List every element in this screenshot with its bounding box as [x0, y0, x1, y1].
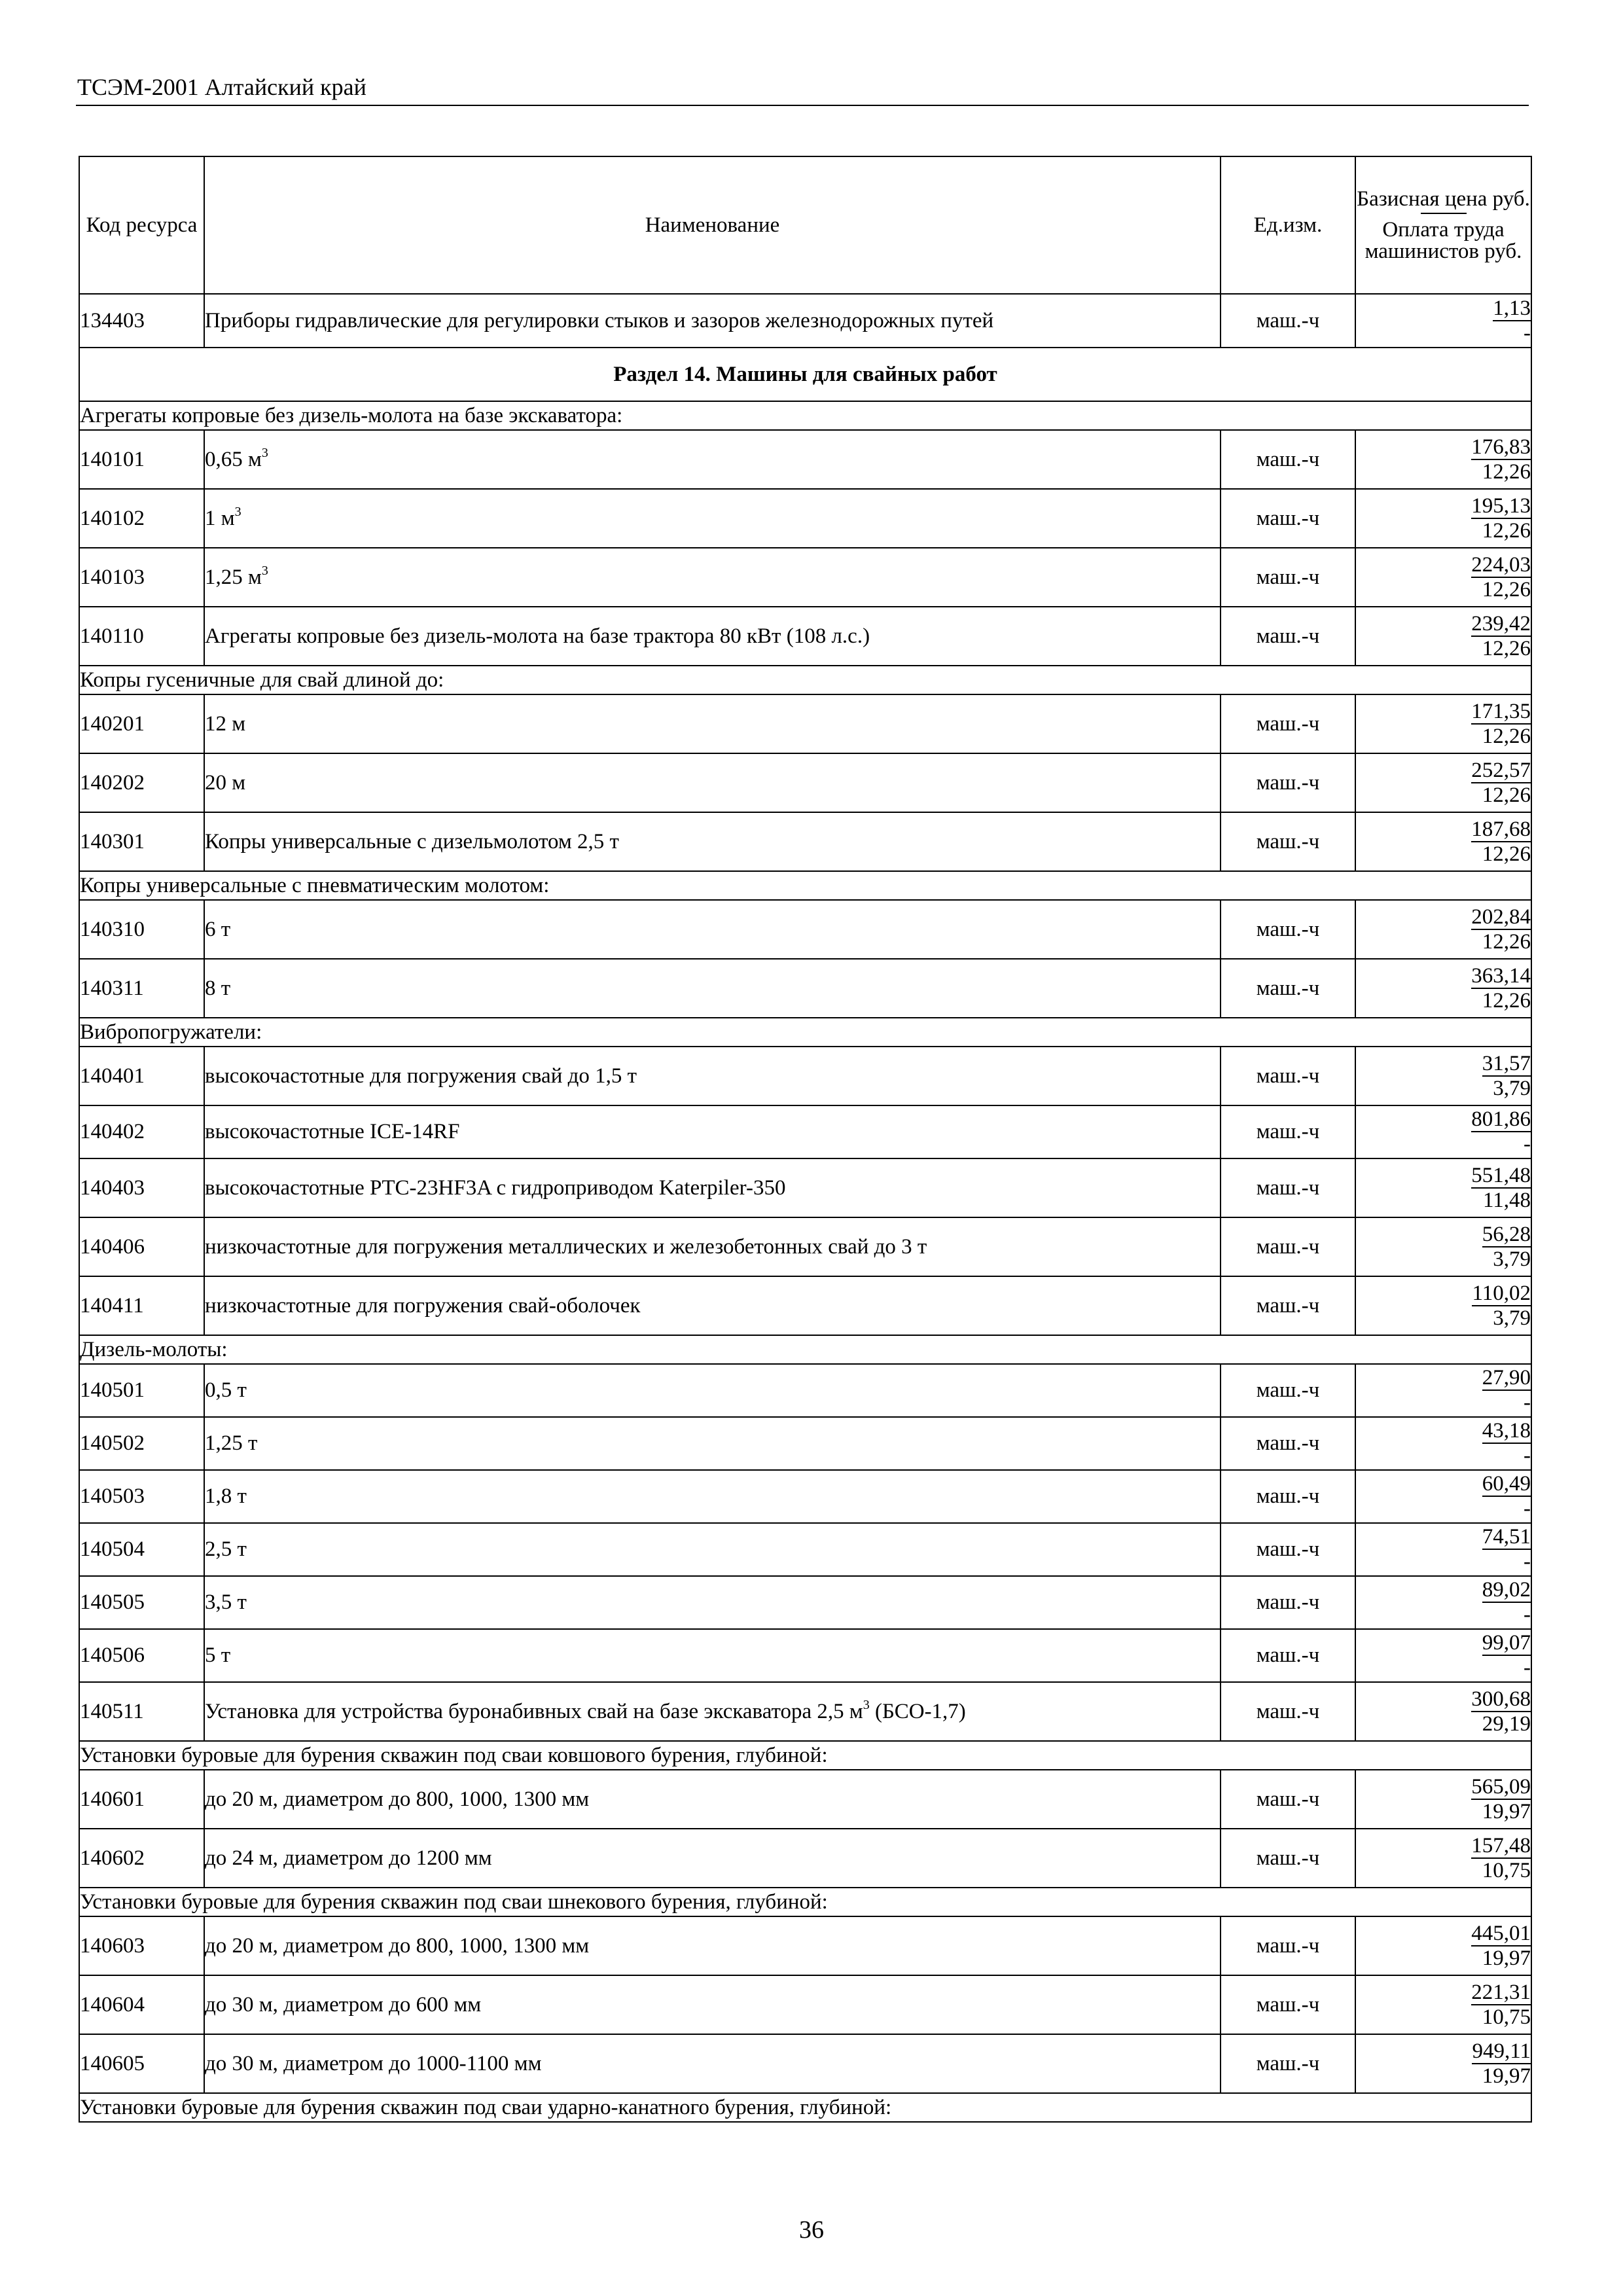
table-row [79, 1217, 1531, 1276]
price-cell [1355, 1629, 1531, 1682]
price-fraction [1482, 1525, 1531, 1573]
resource-name [204, 1829, 1221, 1888]
price-fraction [1471, 964, 1531, 1013]
unit-of-measure: маш.-ч [1221, 1916, 1355, 1975]
operator-labor-cost: - [1471, 1131, 1531, 1156]
resource-code: 140605 [79, 2034, 204, 2093]
table-row [79, 1364, 1531, 1417]
table-row [79, 607, 1531, 666]
price-fraction [1482, 1052, 1531, 1100]
resource-name-text: высокочастотные PTC-23HF3A с гидроприводом Katerpiler-350 [205, 1175, 786, 1200]
table-row [79, 294, 1531, 348]
base-price: 1,13 [1493, 296, 1531, 320]
operator-labor-cost: 12,26 [1471, 723, 1531, 748]
operator-labor-cost: 29,19 [1471, 1711, 1531, 1736]
resource-name-text: 1,25 м [205, 565, 262, 589]
resource-name-text: низкочастотные для погружения свай-оболочек [205, 1293, 641, 1318]
resource-code: 140411 [79, 1276, 204, 1335]
resource-name [204, 1364, 1221, 1417]
base-price: 176,83 [1471, 435, 1531, 459]
base-price: 56,28 [1482, 1222, 1531, 1246]
unit-of-measure: маш.-ч [1221, 1770, 1355, 1829]
price-fraction [1471, 494, 1531, 543]
resource-name [204, 1523, 1221, 1576]
operator-labor-cost: 11,48 [1471, 1187, 1531, 1212]
resource-code: 140402 [79, 1105, 204, 1158]
resource-name [204, 1217, 1221, 1276]
resource-name [204, 1576, 1221, 1629]
price-fraction [1471, 759, 1531, 807]
price-cell [1355, 430, 1531, 489]
header-price [1355, 156, 1531, 294]
price-fraction [1471, 553, 1531, 601]
price-fraction [1472, 1282, 1531, 1330]
resource-code: 140301 [79, 812, 204, 871]
unit-of-measure: маш.-ч [1221, 1682, 1355, 1741]
table-row [79, 753, 1531, 812]
resource-name [204, 1916, 1221, 1975]
table-row [79, 1105, 1531, 1158]
table-header-row [79, 156, 1531, 294]
operator-labor-cost: 3,79 [1482, 1246, 1531, 1271]
table-body [79, 294, 1531, 2122]
operator-labor-cost: 3,79 [1482, 1075, 1531, 1100]
resource-code: 140601 [79, 1770, 204, 1829]
base-price: 110,02 [1472, 1281, 1531, 1305]
table-row [79, 900, 1531, 959]
resource-code: 140102 [79, 489, 204, 548]
operator-labor-cost: 12,26 [1471, 636, 1531, 660]
operator-labor-cost: - [1482, 1655, 1531, 1679]
price-fraction [1471, 612, 1531, 660]
superscript-exponent: 3 [261, 445, 268, 460]
operator-labor-cost: 12,26 [1471, 577, 1531, 601]
section-title-row [79, 348, 1531, 401]
resource-name [204, 694, 1221, 753]
price-fraction [1482, 1578, 1531, 1626]
operator-labor-cost: 12,26 [1471, 988, 1531, 1013]
resource-name-text: высокочастотные для погружения свай до 1,5 т [205, 1064, 637, 1088]
resource-name-text: до 24 м, диаметром до 1200 мм [205, 1846, 492, 1870]
price-cell [1355, 1770, 1531, 1829]
price-fraction [1471, 1981, 1531, 2029]
price-cell [1355, 753, 1531, 812]
price-fraction [1471, 1687, 1531, 1736]
resource-name-text: 6 т [205, 917, 231, 941]
resource-code: 140201 [79, 694, 204, 753]
operator-labor-cost: 3,79 [1472, 1305, 1531, 1330]
base-price: 43,18 [1482, 1419, 1531, 1443]
resource-name-text: Копры универсальные с дизельмолотом 2,5 т [205, 829, 619, 853]
unit-of-measure: маш.-ч [1221, 1417, 1355, 1470]
unit-of-measure: маш.-ч [1221, 1470, 1355, 1523]
resource-code: 140110 [79, 607, 204, 666]
resource-code: 140503 [79, 1470, 204, 1523]
header-code: Код ресурса [79, 156, 204, 294]
unit-of-measure: маш.-ч [1221, 694, 1355, 753]
resource-name [204, 1158, 1221, 1217]
resource-code: 140310 [79, 900, 204, 959]
resource-name-text: 3,5 т [205, 1590, 247, 1614]
operator-labor-cost: - [1493, 320, 1531, 345]
unit-of-measure: маш.-ч [1221, 1975, 1355, 2034]
base-price: 195,13 [1471, 493, 1531, 518]
operator-labor-cost: 19,97 [1472, 2063, 1531, 2088]
base-price: 239,42 [1471, 611, 1531, 636]
resource-name [204, 2034, 1221, 2093]
unit-of-measure: маш.-ч [1221, 1158, 1355, 1217]
table-row [79, 430, 1531, 489]
operator-labor-cost: 19,97 [1471, 1945, 1531, 1970]
table-row [79, 1682, 1531, 1741]
header-divider [76, 105, 1529, 106]
unit-of-measure: маш.-ч [1221, 1047, 1355, 1105]
table-row [79, 1470, 1531, 1523]
table-row [79, 489, 1531, 548]
resource-name-text: низкочастотные для погружения металлических и железобетонных свай до 3 т [205, 1234, 927, 1259]
price-cell [1355, 959, 1531, 1018]
table-row [79, 694, 1531, 753]
price-fraction [1471, 905, 1531, 954]
resource-name [204, 1975, 1221, 2034]
group-heading: Установки буровые для бурения скважин под сваи шнекового бурения, глубиной: [79, 1888, 1531, 1916]
resource-name [204, 1276, 1221, 1335]
price-cell [1355, 1158, 1531, 1217]
resource-name-text: до 20 м, диаметром до 800, 1000, 1300 мм [205, 1933, 590, 1958]
price-fraction [1471, 700, 1531, 748]
table-row [79, 1276, 1531, 1335]
operator-labor-cost: - [1482, 1443, 1531, 1467]
header-price-divider [1421, 213, 1467, 214]
resource-name [204, 1047, 1221, 1105]
resource-code: 140504 [79, 1523, 204, 1576]
price-cell [1355, 900, 1531, 959]
resource-name-text: до 20 м, диаметром до 800, 1000, 1300 мм [205, 1787, 590, 1811]
base-price: 31,57 [1482, 1051, 1531, 1075]
operator-labor-cost: 10,75 [1471, 1857, 1531, 1882]
group-heading: Установки буровые для бурения скважин под сваи ковшового бурения, глубиной: [79, 1741, 1531, 1770]
resource-code: 140103 [79, 548, 204, 607]
group-heading: Копры универсальные с пневматическим молотом: [79, 871, 1531, 900]
resource-name-text: высокочастотные ICE-14RF [205, 1120, 460, 1143]
unit-of-measure: маш.-ч [1221, 1629, 1355, 1682]
superscript-exponent: 3 [863, 1697, 870, 1712]
table-row [79, 1158, 1531, 1217]
operator-labor-cost: 12,26 [1471, 782, 1531, 807]
unit-of-measure: маш.-ч [1221, 548, 1355, 607]
price-fraction [1482, 1366, 1531, 1414]
resource-name-text: 0,65 м [205, 447, 262, 471]
resource-name [204, 959, 1221, 1018]
superscript-exponent: 3 [234, 504, 241, 519]
resource-code: 140511 [79, 1682, 204, 1741]
price-cell [1355, 1916, 1531, 1975]
resource-name-text: Агрегаты копровые без дизель-молота на базе трактора 80 кВт (108 л.с.) [205, 624, 870, 648]
resource-code: 140602 [79, 1829, 204, 1888]
price-fraction [1471, 817, 1531, 866]
resource-name-text: 8 т [205, 976, 231, 1000]
resource-code: 140101 [79, 430, 204, 489]
document-header-title: ТСЭМ-2001 Алтайский край [77, 74, 366, 100]
group-heading: Вибропогружатели: [79, 1018, 1531, 1047]
price-fraction [1482, 1223, 1531, 1271]
base-price: 363,14 [1471, 963, 1531, 988]
base-price: 202,84 [1471, 905, 1531, 929]
price-cell [1355, 607, 1531, 666]
unit-of-measure: маш.-ч [1221, 1523, 1355, 1576]
table-row [79, 1417, 1531, 1470]
operator-labor-cost: 12,26 [1471, 459, 1531, 484]
resource-name [204, 1770, 1221, 1829]
group-heading: Копры гусеничные для свай длиной до: [79, 666, 1531, 694]
group-heading-row [79, 401, 1531, 430]
operator-labor-cost: 10,75 [1471, 2004, 1531, 2029]
resource-name [204, 1682, 1221, 1741]
price-cell [1355, 294, 1531, 348]
group-heading: Агрегаты копровые без дизель-молота на базе экскаватора: [79, 401, 1531, 430]
price-fraction [1471, 1922, 1531, 1970]
page-number: 36 [799, 2216, 824, 2244]
table-row [79, 1523, 1531, 1576]
header-price-top: Базисная цена руб. [1357, 187, 1530, 211]
resource-name-text: 1,8 т [205, 1484, 247, 1508]
table-row [79, 2034, 1531, 2093]
base-price: 300,68 [1471, 1687, 1531, 1711]
table-row [79, 1770, 1531, 1829]
base-price: 551,48 [1471, 1163, 1531, 1187]
price-fraction [1471, 435, 1531, 484]
unit-of-measure: маш.-ч [1221, 959, 1355, 1018]
price-fraction [1471, 1834, 1531, 1882]
resource-name-text: 12 м [205, 711, 246, 736]
resource-name [204, 1417, 1221, 1470]
base-price: 949,11 [1472, 2039, 1531, 2063]
base-price: 801,86 [1471, 1107, 1531, 1131]
operator-labor-cost: 19,97 [1471, 1799, 1531, 1823]
unit-of-measure: маш.-ч [1221, 812, 1355, 871]
base-price: 171,35 [1471, 699, 1531, 723]
table-row [79, 1629, 1531, 1682]
price-fraction [1471, 1164, 1531, 1212]
table-row [79, 959, 1531, 1018]
resource-name [204, 812, 1221, 871]
price-cell [1355, 489, 1531, 548]
resource-code: 140403 [79, 1158, 204, 1217]
unit-of-measure: маш.-ч [1221, 753, 1355, 812]
group-heading: Дизель-молоты: [79, 1335, 1531, 1364]
resource-code: 140505 [79, 1576, 204, 1629]
header-unit: Ед.изм. [1221, 156, 1355, 294]
operator-labor-cost: 12,26 [1471, 929, 1531, 954]
unit-of-measure: маш.-ч [1221, 1364, 1355, 1417]
table-row [79, 1916, 1531, 1975]
section-title: Раздел 14. Машины для свайных работ [79, 348, 1531, 401]
resource-name-text: 1 м [205, 506, 235, 530]
price-cell [1355, 1576, 1531, 1629]
price-cell [1355, 1829, 1531, 1888]
base-price: 224,03 [1471, 552, 1531, 577]
group-heading-row [79, 871, 1531, 900]
header-name: Наименование [204, 156, 1221, 294]
price-cell [1355, 1470, 1531, 1523]
group-heading-row [79, 1741, 1531, 1770]
unit-of-measure: маш.-ч [1221, 430, 1355, 489]
resource-name-text: до 30 м, диаметром до 1000-1100 мм [205, 2051, 542, 2075]
price-cell [1355, 1105, 1531, 1158]
resource-name [204, 430, 1221, 489]
resource-name-text: Установка для устройства буронабивных свай на базе экскаватора 2,5 м [205, 1699, 863, 1723]
price-fraction [1472, 2039, 1531, 2088]
resource-name [204, 489, 1221, 548]
price-cell [1355, 1047, 1531, 1105]
operator-labor-cost: - [1482, 1390, 1531, 1414]
base-price: 89,02 [1482, 1578, 1531, 1602]
header-price-bottom: Оплата труда машинистов руб. [1364, 217, 1522, 263]
group-heading-row [79, 666, 1531, 694]
base-price: 252,57 [1471, 758, 1531, 782]
resource-name [204, 1629, 1221, 1682]
price-cell [1355, 548, 1531, 607]
unit-of-measure: маш.-ч [1221, 1829, 1355, 1888]
resource-name [204, 548, 1221, 607]
unit-of-measure: маш.-ч [1221, 489, 1355, 548]
table-row [79, 1047, 1531, 1105]
price-cell [1355, 694, 1531, 753]
resource-code: 140311 [79, 959, 204, 1018]
unit-of-measure: маш.-ч [1221, 1105, 1355, 1158]
resource-name-text: 1,25 т [205, 1431, 258, 1455]
price-cell [1355, 2034, 1531, 2093]
unit-of-measure: маш.-ч [1221, 294, 1355, 348]
table-row [79, 1576, 1531, 1629]
group-heading-row [79, 2093, 1531, 2122]
price-cell [1355, 1417, 1531, 1470]
unit-of-measure: маш.-ч [1221, 900, 1355, 959]
base-price: 60,49 [1482, 1472, 1531, 1496]
operator-labor-cost: 12,26 [1471, 518, 1531, 543]
base-price: 157,48 [1471, 1833, 1531, 1857]
operator-labor-cost: - [1482, 1549, 1531, 1573]
operator-labor-cost: - [1482, 1602, 1531, 1626]
resource-name [204, 607, 1221, 666]
price-fraction [1482, 1472, 1531, 1520]
unit-of-measure: маш.-ч [1221, 1276, 1355, 1335]
base-price: 445,01 [1471, 1921, 1531, 1945]
resource-name [204, 900, 1221, 959]
group-heading: Установки буровые для бурения скважин под сваи ударно-канатного бурения, глубиной: [79, 2093, 1531, 2122]
resource-name [204, 294, 1221, 348]
price-cell [1355, 1682, 1531, 1741]
unit-of-measure: маш.-ч [1221, 2034, 1355, 2093]
resource-name-text: 2,5 т [205, 1537, 247, 1561]
resource-code: 140501 [79, 1364, 204, 1417]
operator-labor-cost: 12,26 [1471, 841, 1531, 866]
base-price: 565,09 [1471, 1774, 1531, 1799]
price-cell [1355, 812, 1531, 871]
resource-code: 140401 [79, 1047, 204, 1105]
base-price: 74,51 [1482, 1525, 1531, 1549]
price-cell [1355, 1523, 1531, 1576]
price-cell [1355, 1276, 1531, 1335]
resource-name [204, 753, 1221, 812]
base-price: 99,07 [1482, 1631, 1531, 1655]
price-cell [1355, 1975, 1531, 2034]
resource-code: 140202 [79, 753, 204, 812]
resource-name [204, 1470, 1221, 1523]
unit-of-measure: маш.-ч [1221, 1576, 1355, 1629]
resource-code: 140502 [79, 1417, 204, 1470]
resource-name-text: 0,5 т [205, 1378, 247, 1402]
resource-name-suffix: (БСО-1,7) [869, 1699, 966, 1723]
resource-name-text: Приборы гидравлические для регулировки стыков и зазоров железнодорожных путей [205, 308, 994, 332]
unit-of-measure: маш.-ч [1221, 1217, 1355, 1276]
resource-name [204, 1105, 1221, 1158]
base-price: 221,31 [1471, 1980, 1531, 2004]
resource-name-text: до 30 м, диаметром до 600 мм [205, 1992, 482, 2017]
base-price: 187,68 [1471, 817, 1531, 841]
group-heading-row [79, 1335, 1531, 1364]
base-price: 27,90 [1482, 1366, 1531, 1390]
resource-code: 140604 [79, 1975, 204, 2034]
price-fraction [1482, 1631, 1531, 1679]
group-heading-row [79, 1018, 1531, 1047]
table-row [79, 1829, 1531, 1888]
resource-name-text: 20 м [205, 770, 246, 795]
resource-name-text: 5 т [205, 1643, 231, 1667]
resource-code: 140506 [79, 1629, 204, 1682]
price-fraction [1493, 296, 1531, 345]
table-row [79, 548, 1531, 607]
unit-of-measure: маш.-ч [1221, 607, 1355, 666]
group-heading-row [79, 1888, 1531, 1916]
operator-labor-cost: - [1482, 1496, 1531, 1520]
price-cell [1355, 1364, 1531, 1417]
superscript-exponent: 3 [261, 563, 268, 578]
table-row [79, 1975, 1531, 2034]
price-fraction [1471, 1775, 1531, 1823]
resource-price-table [79, 156, 1532, 2123]
price-fraction [1482, 1419, 1531, 1467]
resource-code: 134403 [79, 294, 204, 348]
resource-code: 140603 [79, 1916, 204, 1975]
table-row [79, 812, 1531, 871]
resource-code: 140406 [79, 1217, 204, 1276]
price-cell [1355, 1217, 1531, 1276]
price-fraction [1471, 1107, 1531, 1156]
